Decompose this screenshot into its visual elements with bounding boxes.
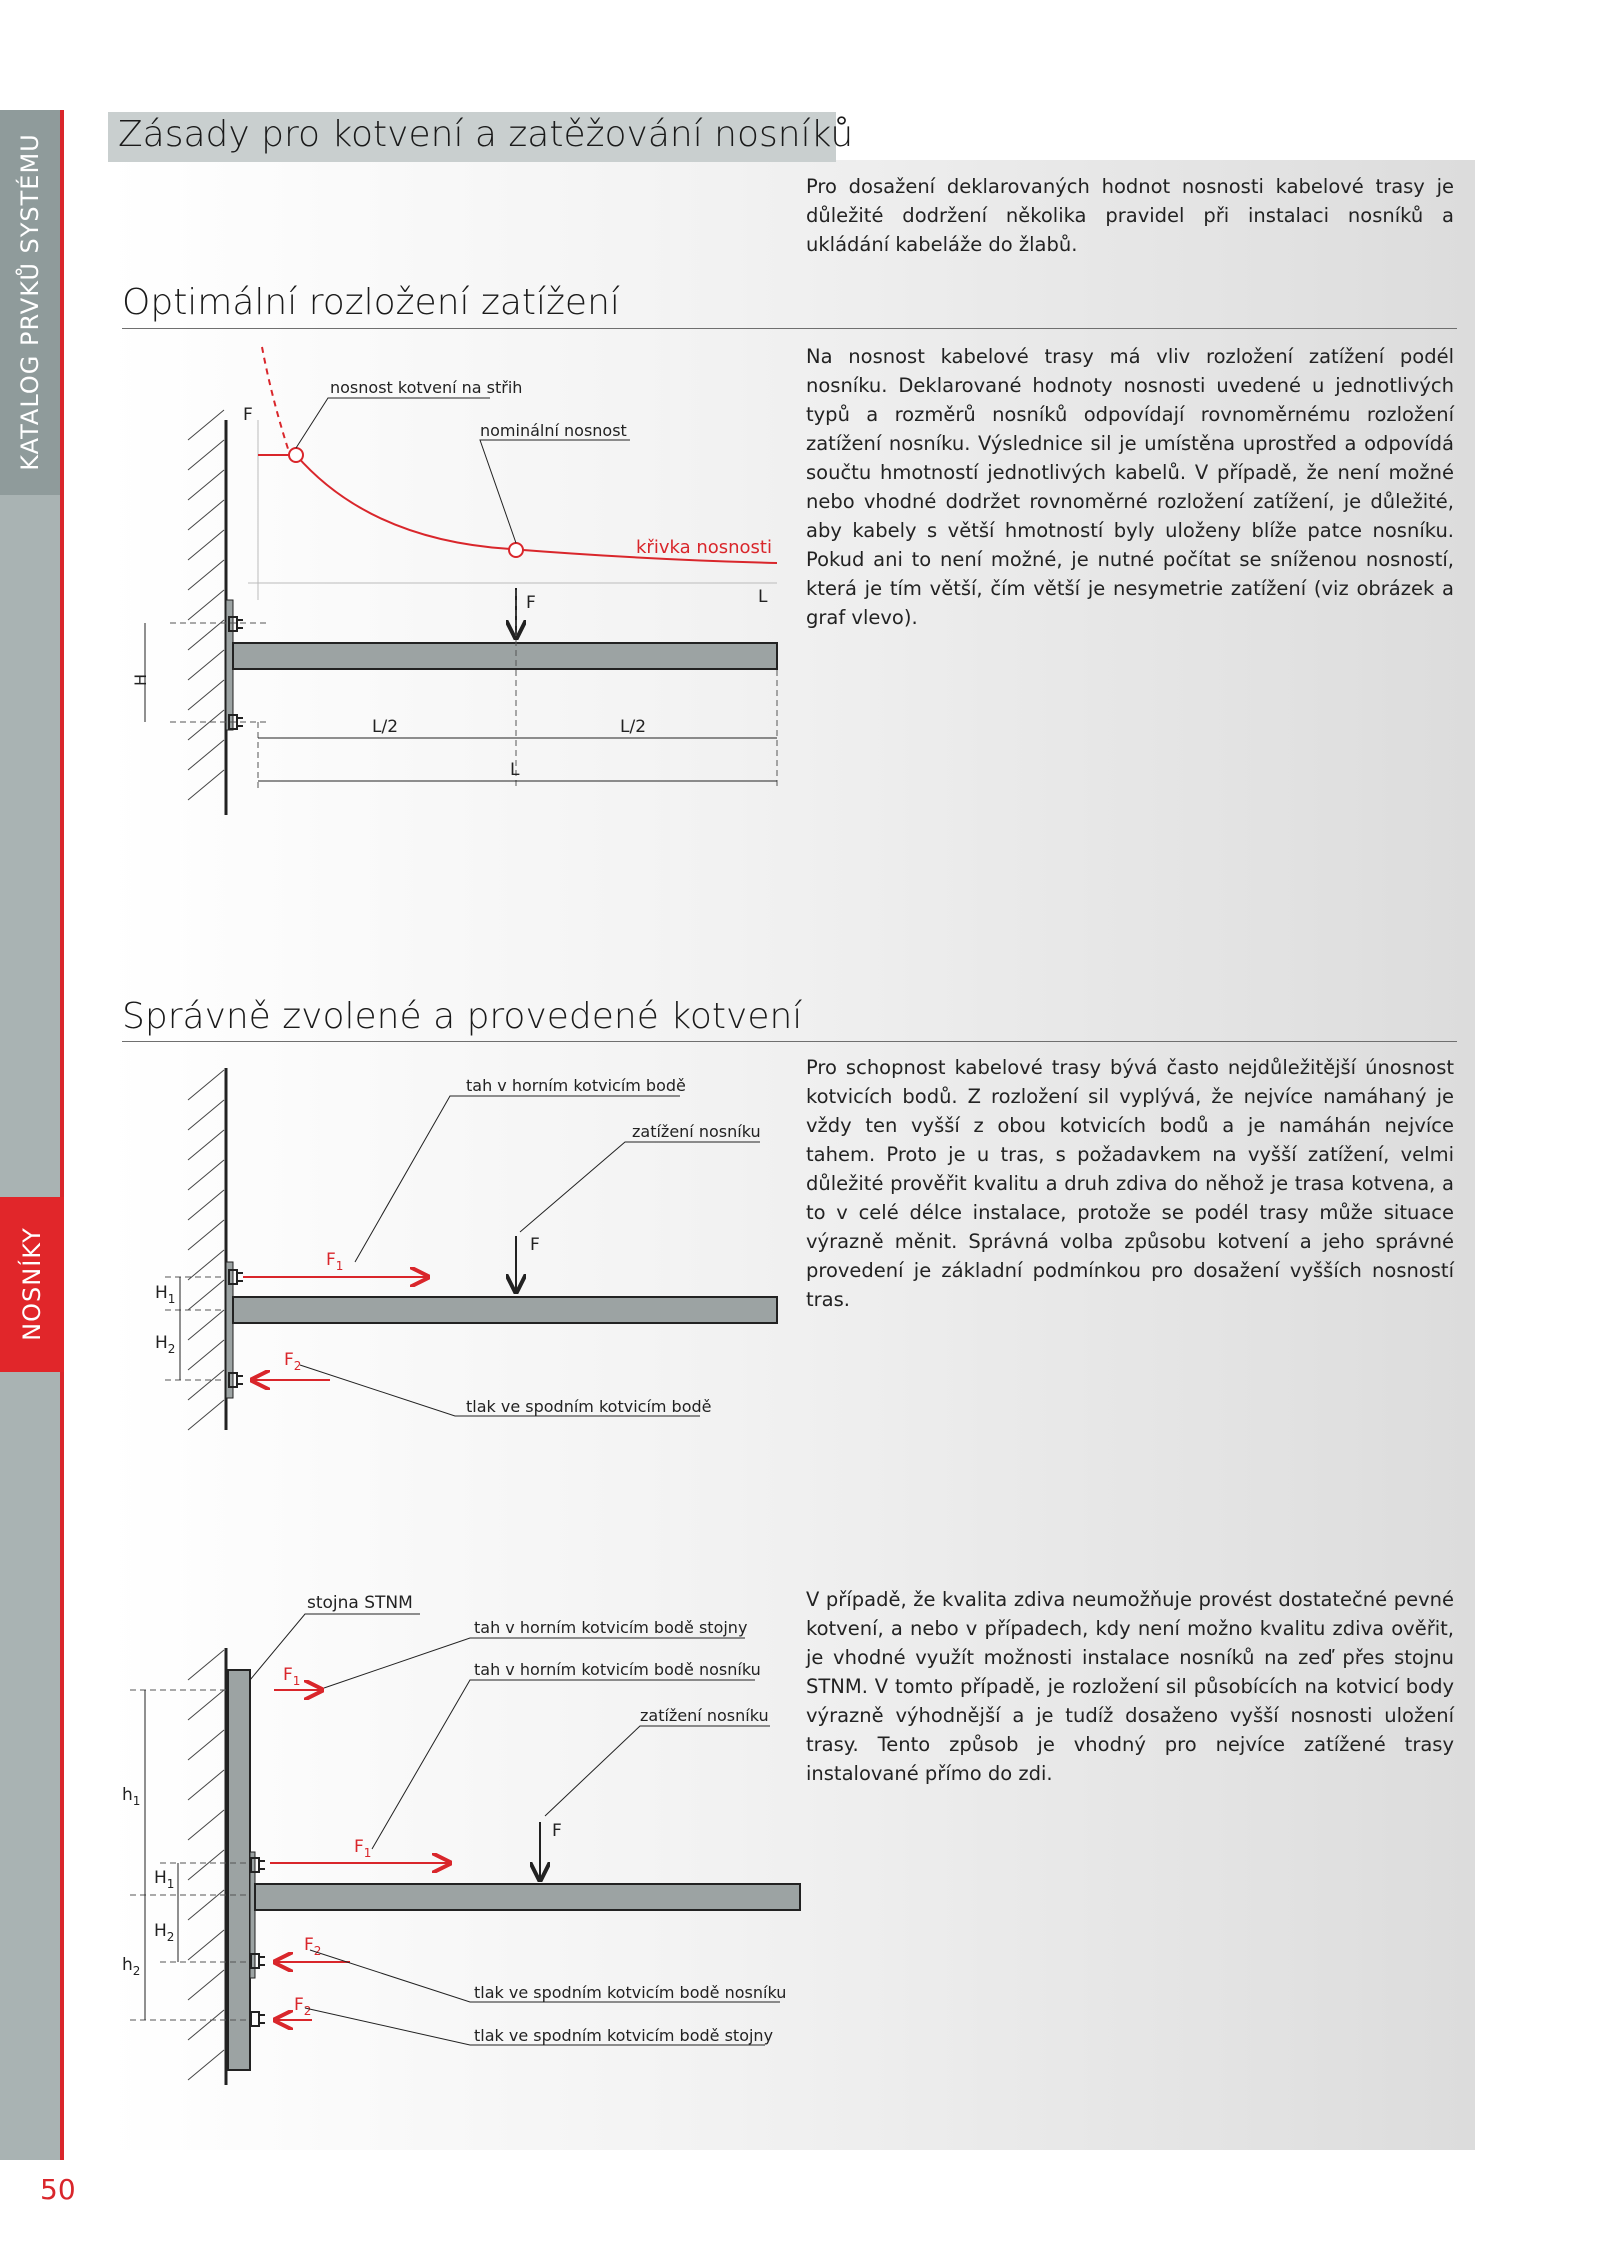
diagram-anchoring (155, 1068, 777, 1430)
section1-paragraph: Na nosnost kabelové trasy má vliv rozložení zatížení podél nosníku. Deklarované hodnoty nosnosti uvedené u jednotlivých typů a rozměrů nosníků odpovídají rovnoměrnému rozložení zatížení nosníku. Výslednice sil je umístěna uprostřed a odpovídá součtu hmotností jednotlivých kabelů. V případě, že není možné nebo vhodné dodržet rovnoměrné rozložení zatížení, je důležité, aby kabely s větší hmotností byly uloženy blíže patce nosníku. Pokud ani to není možné, je nutné počítat se sníženou nosností, která je tím větší, čím větší je nesymetrie zatížení (viz obrázek a graf vlevo). (806, 345, 1454, 629)
label-tension: tah v horním kotvicím bodě (466, 1076, 686, 1095)
label-pressure: tlak ve spodním kotvicím bodě (466, 1397, 712, 1416)
force-f1-label: $F_1$ (326, 1250, 344, 1273)
label-load: zatížení nosníku (632, 1122, 761, 1141)
beam (255, 1884, 800, 1910)
dim-h1-label: $H_1$ (155, 1283, 176, 1306)
bolt-icon (251, 2012, 265, 2026)
diagram-stojna (122, 1593, 800, 2085)
label-stojna: stojna STNM (307, 1593, 413, 1613)
dim-h1-small-label: $h_1$ (122, 1785, 141, 1808)
label-capacity-curve: křivka nosnosti (636, 537, 772, 558)
axis-f-label: F (243, 405, 253, 425)
dim-l-label: L (510, 760, 520, 780)
page-number: 50 (40, 2173, 76, 2206)
leader-line (480, 440, 630, 543)
section-label: NOSNÍKY (18, 1227, 46, 1341)
intro-paragraph: Pro dosažení deklarovaných hodnot nosnosti kabelové trasy je důležité dodržení několika pravidel při instalaci nosníků a ukládání kabeláže do žlabů. (806, 175, 1454, 256)
label-nominal-capacity: nominální nosnost (480, 421, 627, 440)
dim-H1-label: $H_1$ (154, 1868, 175, 1891)
axis-l-label: L (758, 587, 768, 607)
wall (188, 410, 226, 815)
dim-half-left: L/2 (372, 717, 399, 737)
leader-line (520, 1142, 760, 1232)
diagram-load-distribution (131, 347, 777, 815)
leader-line (250, 1614, 420, 1680)
shear-capacity-point (289, 448, 303, 462)
label-shear-capacity: nosnost kotvení na střih (330, 378, 523, 397)
stojna-column (228, 1670, 250, 2070)
wall (188, 1648, 226, 2085)
curve-dashed (262, 347, 290, 455)
label-tension-nosnik: tah v horním kotvicím bodě nosníku (474, 1660, 761, 1679)
load-f-label: F (530, 1235, 540, 1255)
force-f2-stojna-label: $F_2$ (294, 1995, 312, 2018)
leader-line (545, 1726, 770, 1816)
leader-line (355, 1096, 680, 1262)
nominal-capacity-point (509, 543, 523, 557)
force-f1-nosnik-label: $F_1$ (354, 1837, 372, 1860)
beam (233, 643, 777, 669)
label-pressure-stojna: tlak ve spodním kotvicím bodě stojny (474, 2026, 774, 2045)
dim-H2-label: $H_2$ (154, 1921, 175, 1944)
dim-half-right: L/2 (620, 717, 647, 737)
dim-h2-small-label: $h_2$ (122, 1955, 141, 1978)
load-f-label: F (526, 593, 536, 613)
page-title: Zásady pro kotvení a zatěžování nosníků (118, 114, 854, 155)
section1-heading: Optimální rozložení zatížení (122, 282, 620, 323)
section2-heading: Správně zvolené a provedené kotvení (122, 996, 803, 1037)
force-f2-nosnik-label: $F_2$ (304, 1935, 322, 1958)
label-tension-stojna: tah v horním kotvicím bodě stojny (474, 1618, 748, 1637)
beam (233, 1297, 777, 1323)
dim-h2-label: $H_2$ (155, 1333, 176, 1356)
wall (188, 1068, 226, 1430)
section3-paragraph: V případě, že kvalita zdiva neumožňuje provést dostatečné pevné kotvení, a nebo v případech, kdy není možno kvalitu zdiva ověřit, je vhodné využít možnosti instalace nosníků na zeď přes stojnu STNM. V tomto případě, je rozložení sil působících na kotvicí body výrazně výhodnější a je tudíž dosaženo vyšší nosnosti uložení trasy. Tento způsob je vhodný pro nejvíce zatížené trasy instalované přímo do zdi. (806, 1588, 1454, 1785)
section2-paragraph: Pro schopnost kabelové trasy bývá často nejdůležitější únosnost kotvicích bodů. Z rozložení sil vyplývá, že nejvíce namáhaný je vždy ten vyšší z obou kotvicích bodů a je namáhán nejvíce tahem. Proto je u tras, s požadavkem na vyšší zatížení, velmi důležité prověřit kvalitu a druh zdiva do něhož je trasa kotvena, a to v celé délce instalace, protože se podél trasy může situace výrazně měnit. Správná volba způsobu kotvení a jeho správné provedení je základní podmínkou pro dosažení vyšších nosností tras. (806, 1056, 1454, 1311)
label-load: zatížení nosníku (640, 1706, 769, 1725)
leader-line (296, 398, 490, 448)
force-f1-stojna-label: $F_1$ (283, 1665, 301, 1688)
force-f2-label: $F_2$ (284, 1350, 302, 1373)
dimension-guides (170, 590, 777, 790)
catalog-label: KATALOG PRVKŮ SYSTÉMU (16, 133, 44, 471)
label-pressure-nosnik: tlak ve spodním kotvicím bodě nosníku (474, 1983, 787, 2002)
dim-h-label: H (131, 673, 150, 686)
load-f-label: F (552, 1821, 562, 1841)
